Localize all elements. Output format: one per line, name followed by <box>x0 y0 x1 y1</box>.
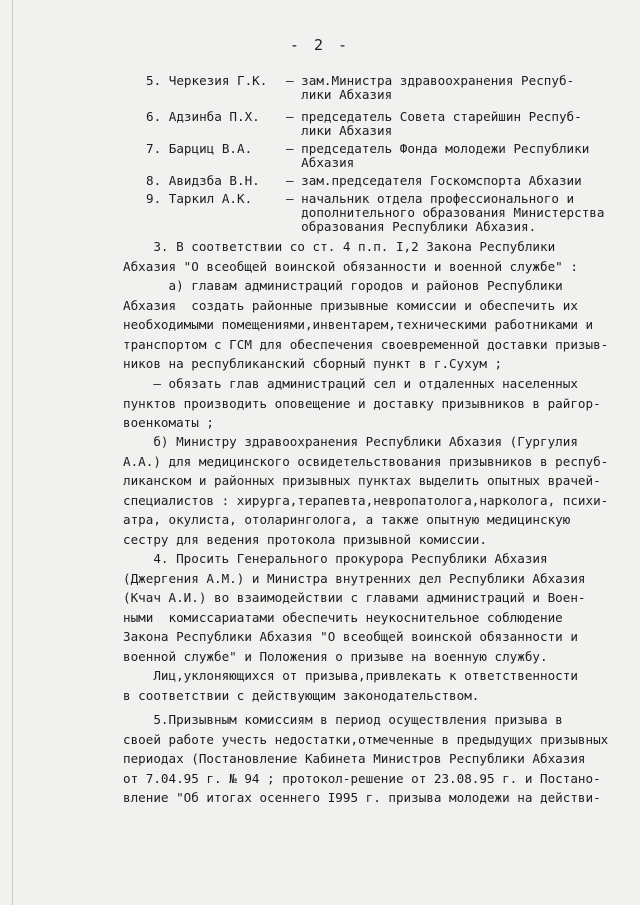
commission-member-7 <box>146 142 616 172</box>
member-name: 8. Авидзба В.Н. <box>146 173 260 188</box>
page-edge-line <box>12 0 13 905</box>
member-role: – председатель Фонда молодежи Республики Абхазия <box>286 141 590 170</box>
paragraph-4-evaders: Лиц,уклоняющихся от призыва,привлекать к ответственности в соответствии с действующим законодательством. <box>123 668 578 703</box>
member-name: 5. Черкезия Г.К. <box>146 73 268 88</box>
paragraph-3b: б) Министру здравоохранения Республики Абхазия (Гургулия А.А.) для медицинского освидетельствования призывников в респуб- ликанском и районных призывных пунктах выделить опытных врачей- специалистов : хирурга,терапевта,невропатолога,нарколога, психи- атра, окулиста, отоларинголога, а также опытную медицинскую сестру для ведения протокола призывной комиссии. <box>123 434 609 547</box>
paragraph-3: 3. В соответствии со ст. 4 п.п. I,2 Закона Республики Абхазия "О всеобщей воинской обязанности и военной службе" : <box>123 239 578 274</box>
commission-member-5 <box>146 74 616 104</box>
member-role: – зам.председателя Госкомспорта Абхазии <box>286 173 582 188</box>
paragraph-3a: а) главам администраций городов и районов Республики Абхазия создать районные призывные комиссии и обеспечить их необходимыми помещениями,инвентарем,техническими работниками и транспортом с ГСМ для обеспечения своевременной доставки призыв- ников на республиканский сборный пункт в г.Сухум ; <box>123 278 609 372</box>
member-role: – начальник отдела профессионального и дополнительного образования Министерства образования Республики Абхазия. <box>286 191 605 234</box>
member-role: – председатель Совета старейшин Респуб- лики Абхазия <box>286 109 582 138</box>
commission-member-9 <box>146 192 616 236</box>
member-name: 6. Адзинба П.Х. <box>146 109 260 124</box>
paragraph-5: 5.Призывным комиссиям в период осуществления призыва в своей работе учесть недостатки,отмеченные в предыдущих призывных периодах (Постановление Кабинета Министров Республики Абхазия от 7.04.95 г. № 94 ; протокол-решение от 23.08.95 г. и Постано- вление "Об итогах осеннего I995 г. призыва молодежи на действи- <box>123 712 609 806</box>
commission-member-8 <box>146 174 616 190</box>
page-number: - 2 - <box>289 36 351 54</box>
paragraph-3a-villages: – обязать глав администраций сел и отдаленных населенных пунктов производить оповещение и доставку призывников в райгор- военкоматы ; <box>123 376 601 431</box>
paragraph-4: 4. Просить Генерального прокурора Республики Абхазия (Джергения А.М.) и Министра внутренних дел Республики Абхазия (Кчач А.И.) во взаимодействии с главами администраций и Воен- ными комиссариатами обеспечить неукоснительное соблюдение Закона Республики Абхазия "О всеобщей воинской обязанности и военной службе" и Положения о призыве на военную службу. <box>123 551 586 664</box>
member-role: – зам.Министра здравоохранения Респуб- лики Абхазия <box>286 73 575 102</box>
member-name: 9. Таркил А.К. <box>146 191 253 206</box>
member-name: 7. Барциц В.А. <box>146 141 253 156</box>
commission-member-6 <box>146 110 616 140</box>
